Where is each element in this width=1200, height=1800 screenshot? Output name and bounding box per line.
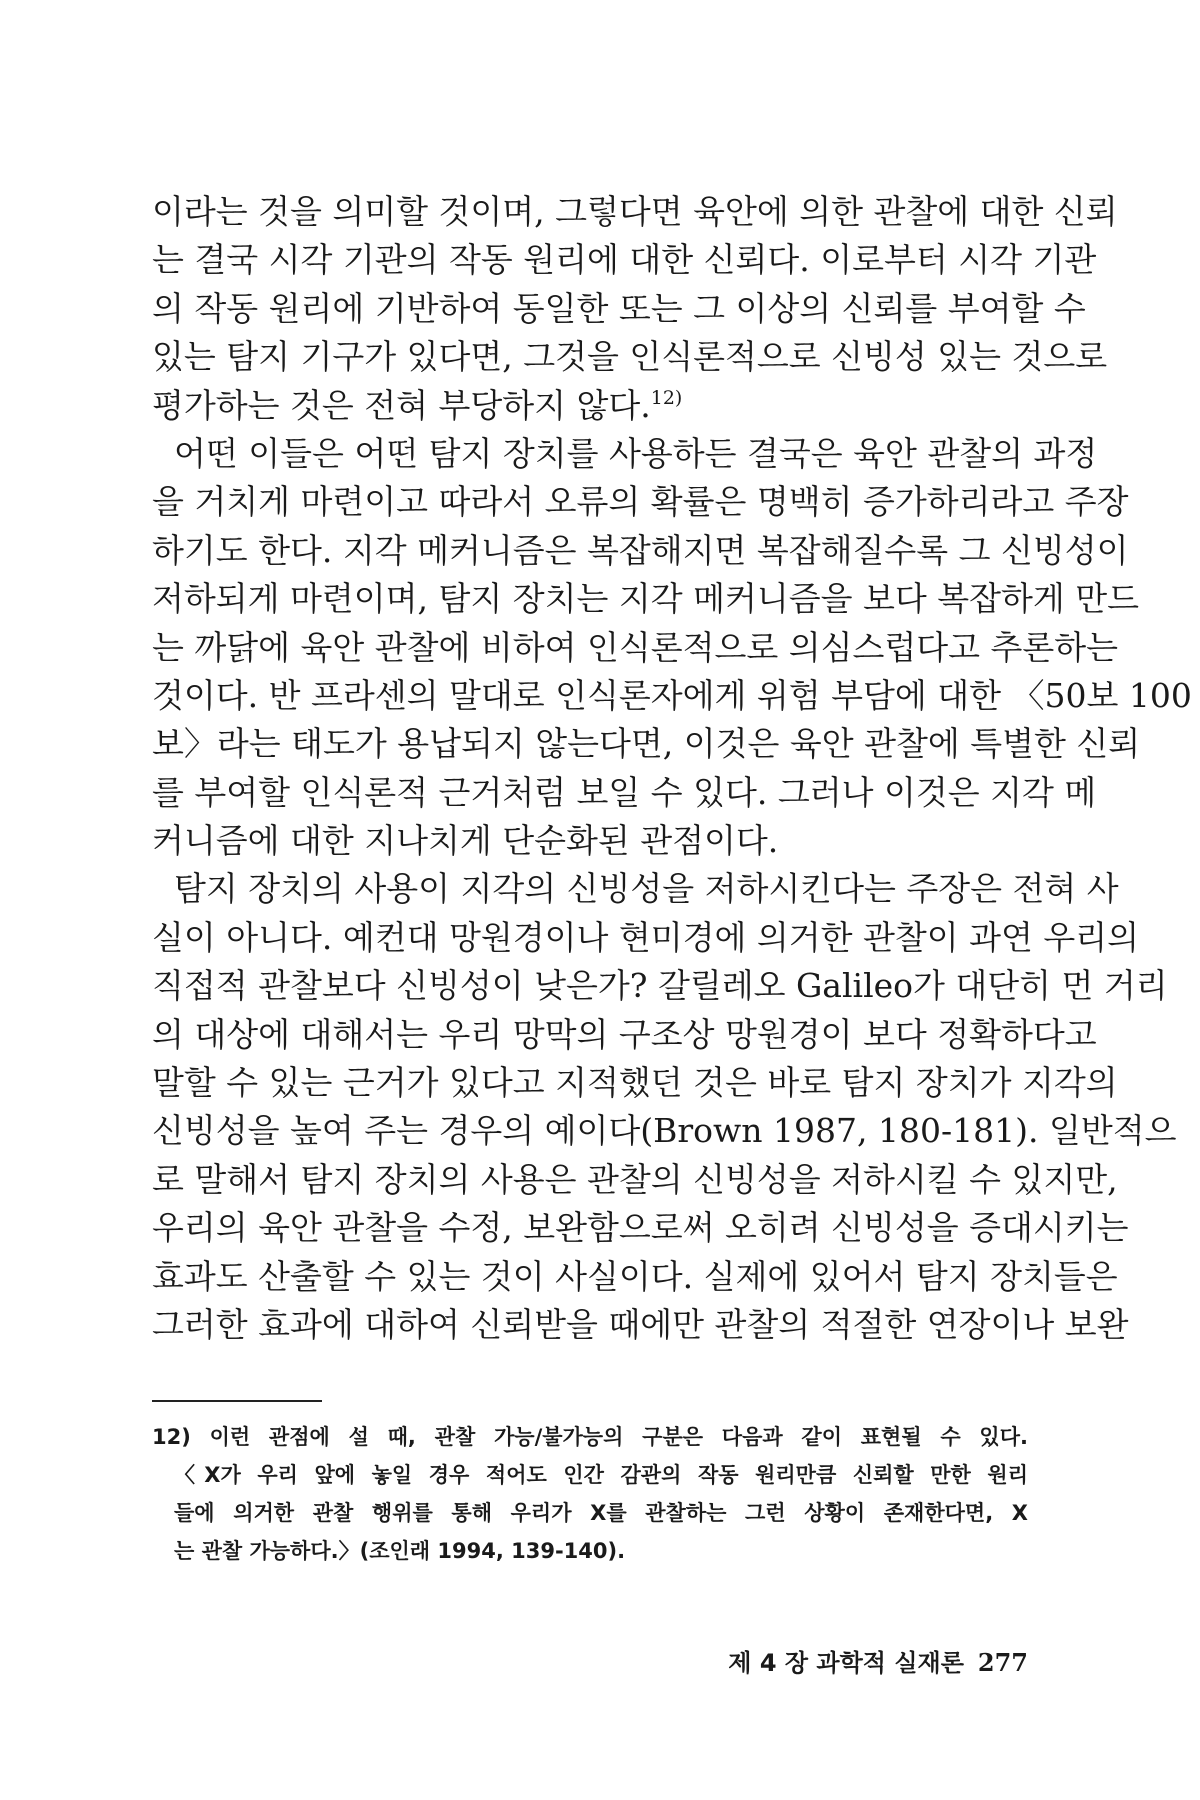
footnote-line: 는 관찰 가능하다.〉(조인래 1994, 139-140). — [174, 1539, 626, 1563]
text-line: 있는 탐지 기구가 있다면, 그것을 인식론적으로 신빙성 있는 것으로 — [152, 337, 1108, 377]
running-footer — [728, 1643, 1028, 1678]
text-line: 커니즘에 대한 지나치게 단순화된 관점이다. — [152, 821, 779, 861]
text-line: 하기도 한다. 지각 메커니즘은 복잡해지면 복잡해질수록 그 신빙성이 — [152, 530, 1129, 570]
text-line: 의 작동 원리에 기반하여 동일한 또는 그 이상의 신뢰를 부여할 수 — [152, 288, 1086, 328]
text-line: 을 거치게 마련이고 따라서 오류의 확률은 명백히 증가하리라고 주장 — [152, 482, 1129, 522]
text-line: 의 대상에 대해서는 우리 망막의 구조상 망원경이 보다 정확하다고 — [152, 1014, 1097, 1054]
text-line: 직접적 관찰보다 신빙성이 낮은가? 갈릴레오 Galileo가 대단히 먼 거리 — [152, 966, 1168, 1006]
text-line: 것이다. 반 프라센의 말대로 인식론자에게 위험 부담에 대한 〈50보 100 — [152, 675, 1192, 715]
text-line: 그러한 효과에 대하여 신뢰받을 때에만 관찰의 적절한 연장이나 보완 — [152, 1304, 1129, 1344]
text-line: 는 까닭에 육안 관찰에 비하여 인식론적으로 의심스럽다고 추론하는 — [152, 627, 1119, 667]
text-line-content: 평가하는 것은 전혀 부당하지 않다. — [152, 385, 651, 425]
footnote-reference: 12) — [650, 386, 683, 409]
text-line: 효과도 산출할 수 있는 것이 사실이다. 실제에 있어서 탐지 장치들은 — [152, 1256, 1118, 1296]
text-line: 보〉라는 태도가 용납되지 않는다면, 이것은 육안 관찰에 특별한 신뢰 — [152, 724, 1141, 764]
paragraph-first-line: 어떤 이들은 어떤 탐지 장치를 사용하든 결국은 육안 관찰의 과정 — [174, 433, 1098, 473]
text-line: 로 말해서 탐지 장치의 사용은 관찰의 신빙성을 저하시킬 수 있지만, — [152, 1159, 1118, 1199]
text-line — [152, 382, 1028, 430]
text-line: 신빙성을 높여 주는 경우의 예이다(Brown 1987, 180-181). 일반적으 — [152, 1111, 1177, 1151]
text-line: 실이 아니다. 예컨대 망원경이나 현미경에 의거한 관찰이 과연 우리의 — [152, 917, 1139, 957]
page-number: 277 — [977, 1648, 1028, 1677]
body-text — [152, 188, 1192, 1349]
chapter-title: 제 4 장 과학적 실재론 — [728, 1649, 964, 1677]
footnote — [152, 1418, 1028, 1570]
footnote-divider — [152, 1400, 322, 1402]
text-line: 는 결국 시각 기관의 작동 원리에 대한 신뢰다. 이로부터 시각 기관 — [152, 240, 1097, 280]
text-line: 저하되게 마련이며, 탐지 장치는 지각 메커니즘을 보다 복잡하게 만드 — [152, 579, 1139, 619]
footnote-line: 12) 이런 관점에 설 때, 관찰 가능/불가능의 구분은 다음과 같이 표현될 수 있다. — [152, 1425, 1028, 1449]
footnote-line: 들에 의거한 관찰 행위를 통해 우리가 X를 관찰하는 그런 상황이 존재한다면, X — [174, 1501, 1028, 1525]
footnote-line: 〈X가 우리 앞에 놓일 경우 적어도 인간 감관의 작동 원리만큼 신뢰할 만한 원리 — [174, 1463, 1028, 1487]
text-line: 를 부여할 인식론적 근거처럼 보일 수 있다. 그러나 이것은 지각 메 — [152, 772, 1097, 812]
text-line: 말할 수 있는 근거가 있다고 지적했던 것은 바로 탐지 장치가 지각의 — [152, 1063, 1118, 1103]
text-line: 우리의 육안 관찰을 수정, 보완함으로써 오히려 신빙성을 증대시키는 — [152, 1208, 1129, 1248]
text-line: 이라는 것을 의미할 것이며, 그렇다면 육안에 의한 관찰에 대한 신뢰 — [152, 192, 1118, 231]
paragraph-first-line: 탐지 장치의 사용이 지각의 신빙성을 저하시킨다는 주장은 전혀 사 — [174, 869, 1119, 909]
